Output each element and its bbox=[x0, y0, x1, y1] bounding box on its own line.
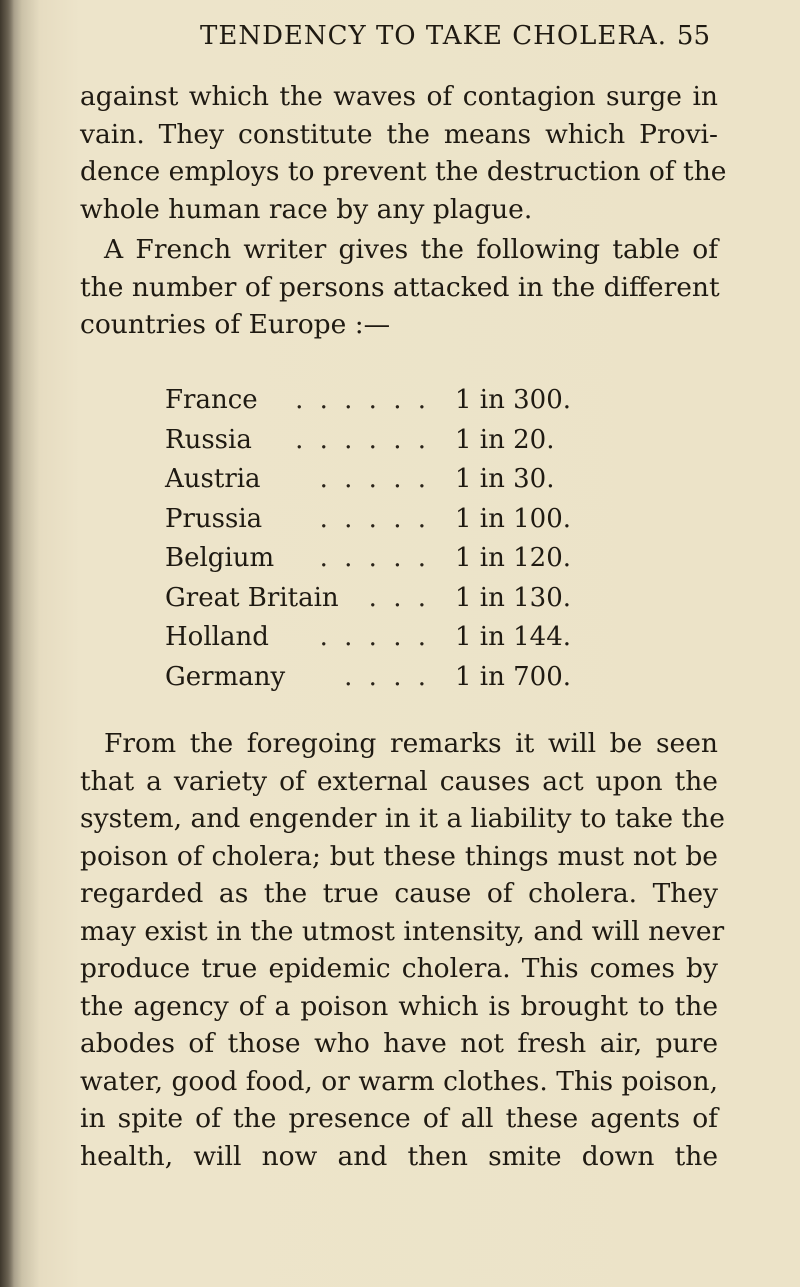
text-line: against which the waves of contagion surge in bbox=[80, 81, 718, 112]
attack-ratio: 1 in 130. bbox=[455, 582, 572, 613]
text-line: abodes of those who have not fresh air, pure bbox=[80, 1028, 718, 1059]
attack-ratio: 1 in 30. bbox=[455, 464, 555, 494]
text-line: that a variety of external causes act upon the bbox=[80, 765, 718, 797]
dot-leader: . . . . . bbox=[319, 543, 430, 573]
country-name: Germany bbox=[165, 661, 286, 692]
table-row bbox=[165, 618, 605, 658]
table-row bbox=[165, 460, 605, 500]
text-line: produce true epidemic cholera. This comes by bbox=[80, 953, 718, 984]
attack-ratio: 1 in 700. bbox=[455, 661, 572, 692]
dot-leader: . . . . . . bbox=[295, 385, 430, 415]
dot-leader: . . . . . bbox=[319, 622, 430, 652]
table-row bbox=[165, 500, 605, 540]
text-line: health, will now and then smite down the bbox=[80, 1140, 718, 1172]
dot-leader: . . . bbox=[368, 582, 430, 613]
text-line: A French writer gives the following table of bbox=[104, 234, 718, 265]
page-number: 55 bbox=[676, 21, 710, 51]
dot-leader: . . . . bbox=[344, 661, 430, 692]
table-row bbox=[165, 579, 605, 619]
country-name: Holland bbox=[165, 622, 269, 652]
text-line: whole human race by any plague. bbox=[80, 193, 533, 225]
page-header bbox=[200, 16, 710, 56]
country-name: Russia bbox=[165, 424, 252, 455]
cholera-incidence-table bbox=[165, 381, 605, 697]
attack-ratio: 1 in 100. bbox=[455, 503, 572, 534]
dot-leader: . . . . . . bbox=[295, 424, 430, 455]
country-name: Austria bbox=[165, 464, 261, 494]
country-name: France bbox=[165, 385, 258, 415]
text-line: system, and engender in it a liability to take the bbox=[80, 803, 725, 834]
paragraph-cause-of-cholera bbox=[80, 725, 725, 1175]
text-line: the number of persons attacked in the different bbox=[80, 271, 720, 303]
running-title: TENDENCY TO TAKE CHOLERA. bbox=[200, 21, 667, 51]
text-line: in spite of the presence of all these agents of bbox=[80, 1103, 718, 1134]
paragraph-table-intro bbox=[80, 231, 718, 344]
text-line: From the foregoing remarks it will be seen bbox=[104, 728, 718, 759]
country-name: Prussia bbox=[165, 503, 263, 534]
attack-ratio: 1 in 300. bbox=[455, 385, 572, 415]
table-row bbox=[165, 539, 605, 579]
paragraph-contagion bbox=[80, 78, 727, 228]
table-row bbox=[165, 421, 605, 461]
table-row bbox=[165, 381, 605, 421]
text-line: regarded as the true cause of cholera. They bbox=[80, 878, 718, 909]
binding-gutter bbox=[0, 0, 14, 1287]
text-line: water, good food, or warm clothes. This poison, bbox=[80, 1065, 718, 1097]
text-line: poison of cholera; but these things must not be bbox=[80, 840, 718, 872]
country-name: Great Britain bbox=[165, 582, 339, 613]
dot-leader: . . . . . bbox=[319, 503, 430, 534]
attack-ratio: 1 in 144. bbox=[455, 622, 572, 652]
text-line: the agency of a poison which is brought to the bbox=[80, 990, 718, 1022]
text-line: vain. They constitute the means which Provi- bbox=[80, 118, 718, 150]
country-name: Belgium bbox=[165, 543, 275, 573]
table-row bbox=[165, 658, 605, 698]
attack-ratio: 1 in 20. bbox=[455, 424, 555, 455]
text-line: dence employs to prevent the destruction of the bbox=[80, 156, 727, 187]
dot-leader: . . . . . bbox=[319, 464, 430, 494]
attack-ratio: 1 in 120. bbox=[455, 543, 572, 573]
text-line: may exist in the utmost intensity, and will never bbox=[80, 915, 725, 947]
text-line: countries of Europe :— bbox=[80, 309, 391, 340]
